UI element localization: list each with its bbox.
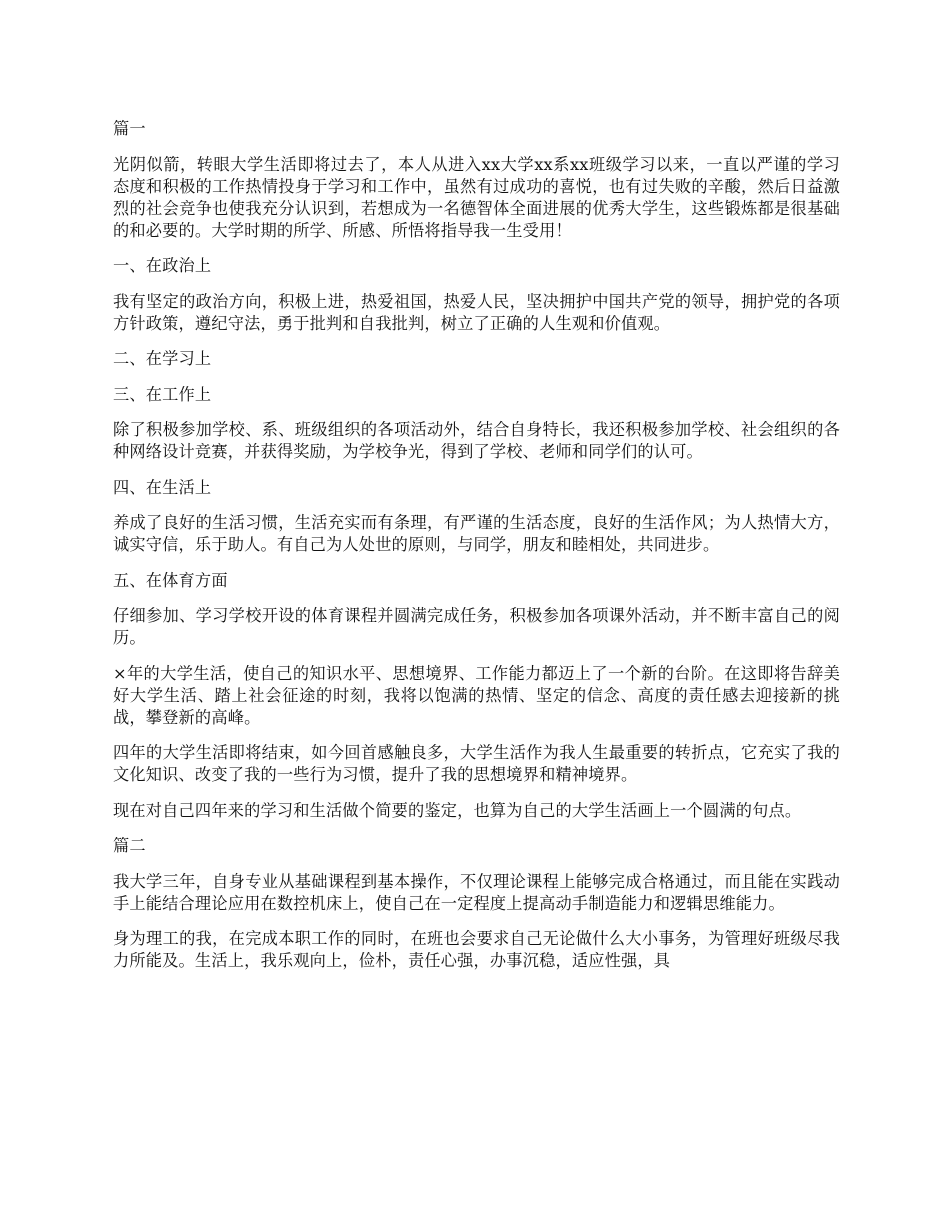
section-title-part-one: 篇一 [113,119,146,138]
life-paragraph: 养成了良好的生活习惯，生活充实而有条理，有严谨的生活态度，良好的生活作风；为人热情大方，诚实守信，乐于助人。有自己为人处世的原则，与同学，朋友和睦相处，共同进步。 [113,513,840,554]
heading-work: 三、在工作上 [113,384,212,404]
politics-paragraph: 我有坚定的政治方向，积极上进，热爱祖国，热爱人民，坚决拥护中国共产党的领导，拥护党的各项方针政策，遵纪守法，勇于批判和自我批判，树立了正确的人生观和价值观。 [113,291,840,333]
heading-life: 四、在生活上 [113,477,212,497]
four-years-paragraph: 四年的大学生活即将结束，如今回首感触良多，大学生活作为我人生最重要的转折点，它充实了我的文化知识、改变了我的一些行为习惯，提升了我的思想境界和精神境界。 [113,743,840,784]
heading-politics: 一、在政治上 [113,256,212,275]
part-two-work-paragraph: 身为理工的我，在完成本职工作的同时，在班也会要求自己无论做什么大小事务，为管理好班级尽我力所能及。生活上，我乐观向上，俭朴，责任心强，办事沉稳，适应性强，具 [113,929,840,970]
summary-paragraph: 现在对自己四年来的学习和生活做个简要的鉴定，也算为自己的大学生活画上一个圆满的句点。 [113,800,802,820]
intro-paragraph: 光阴似箭，转眼大学生活即将过去了，本人从进入xx大学xx系xx班级学习以来，一直以严谨的学习态度和积极的工作热情投身于学习和工作中，虽然有过成功的喜悦，也有过失败的辛酸，然后日益激烈的社会竞争也使我充分认识到，若想成为一名德智体全面进展的优秀大学生，这些锻炼都是很基础的和必要的。大学时期的所学、所感、所悟将指导我一生受用！ [113,154,840,240]
section-title-part-two: 篇二 [113,836,146,855]
sports-paragraph: 仔细参加、学习学校开设的体育课程并圆满完成任务，积极参加各项课外活动，并不断丰富自己的阅历。 [113,606,840,647]
years-paragraph: ×年的大学生活，使自己的知识水平、思想境界、工作能力都迈上了一个新的台阶。在这即将告辞美好大学生活、踏上社会征途的时刻，我将以饱满的热情、坚定的信念、高度的责任感去迎接新的挑战，攀登新的高峰。 [113,663,840,727]
heading-sports: 五、在体育方面 [113,570,228,590]
document-page [113,118,840,986]
part-two-intro-paragraph: 我大学三年，自身专业从基础课程到基本操作，不仅理论课程上能够完成合格通过，而且能在实践动手上能结合理论应用在数控机床上，使自己在一定程度上提高动手制造能力和逻辑思维能力。 [113,871,840,913]
heading-study: 二、在学习上 [113,349,212,368]
work-paragraph: 除了积极参加学校、系、班级组织的各项活动外，结合自身特长，我还积极参加学校、社会组织的各种网络设计竞赛，并获得奖励，为学校争光，得到了学校、老师和同学们的认可。 [113,420,840,461]
